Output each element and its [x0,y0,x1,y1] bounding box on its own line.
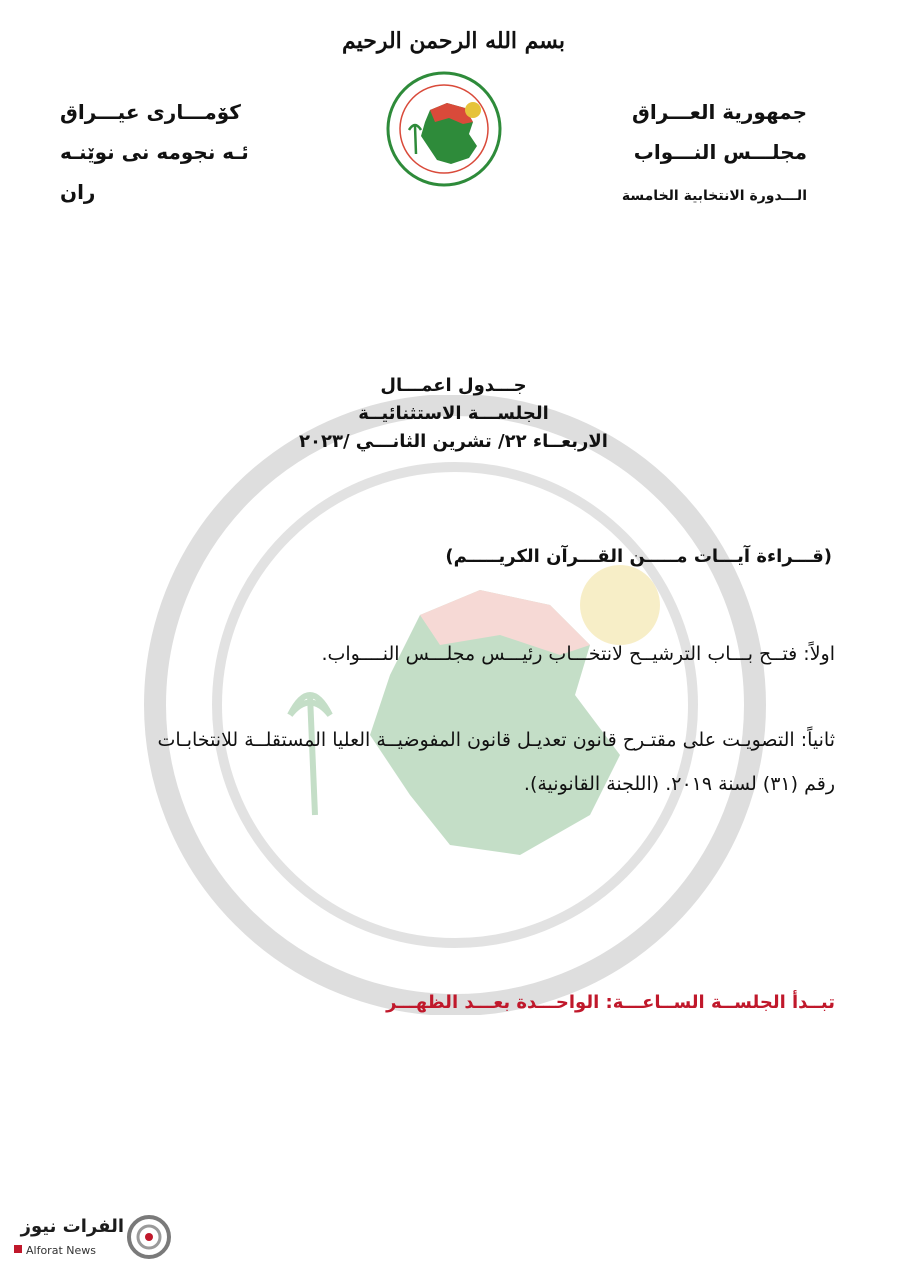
iraq-parliament-seal-icon [385,70,503,188]
header-parliament: مجلـــس النـــواب [633,140,807,164]
header-arabic [547,92,807,172]
session-start-time: تبــدأ الجلســة الســاعـــة: الواحـــدة بعـــد الظهـــر [386,992,835,1013]
agenda-date: الاربعــاء ٢٢/ تشرين الثانـــي /٢٠٢٣ [299,431,608,452]
electoral-session: الـــدورة الانتخابية الخامسة [621,188,807,204]
alforat-news-branding [12,1214,172,1266]
agenda-item-1: اولاً: فتــح بـــاب الترشيــح لانتخـــاب رئيـــس مجلـــس النــــواب. [321,643,835,665]
header-country: جمهورية العـــراق [631,100,807,124]
header-country-kurdish: كۆمـــاری عیـــراق [60,100,241,124]
header-kurdish [60,92,290,212]
alforat-news-logo-icon [126,1214,172,1260]
basmala: بسم الله الرحمن الرحيم [341,28,566,54]
parliamentary-affairs-stamp-icon [120,395,790,1015]
agenda-title: جـــدول اعمـــال [380,375,527,396]
agenda-title-block [0,372,907,456]
quran-recitation: (قـــراءة آيـــات مـــــن القـــرآن الكريـــــم) [445,546,832,567]
agenda-item-2 [75,718,835,806]
brand-name-english: Alforat News [26,1244,96,1257]
agenda-subtitle: الجلســـة الاستثنائيــة [358,403,549,424]
brand-dot [14,1245,22,1253]
header-parliament-kurdish: ئـه نجومه نی نوێنـه ران [60,140,249,204]
agenda-item-2-line-1: ثانياً: التصويـت على مقتـرح قانون تعديـل قانون المفوضيــة العليا المستقلــة للانتخابـات [157,729,835,751]
agenda-item-2-line-2: رقم (٣١) لسنة ٢٠١٩. (اللجنة القانونية). [523,773,835,795]
brand-name-arabic: الفرات نيوز [20,1216,124,1237]
